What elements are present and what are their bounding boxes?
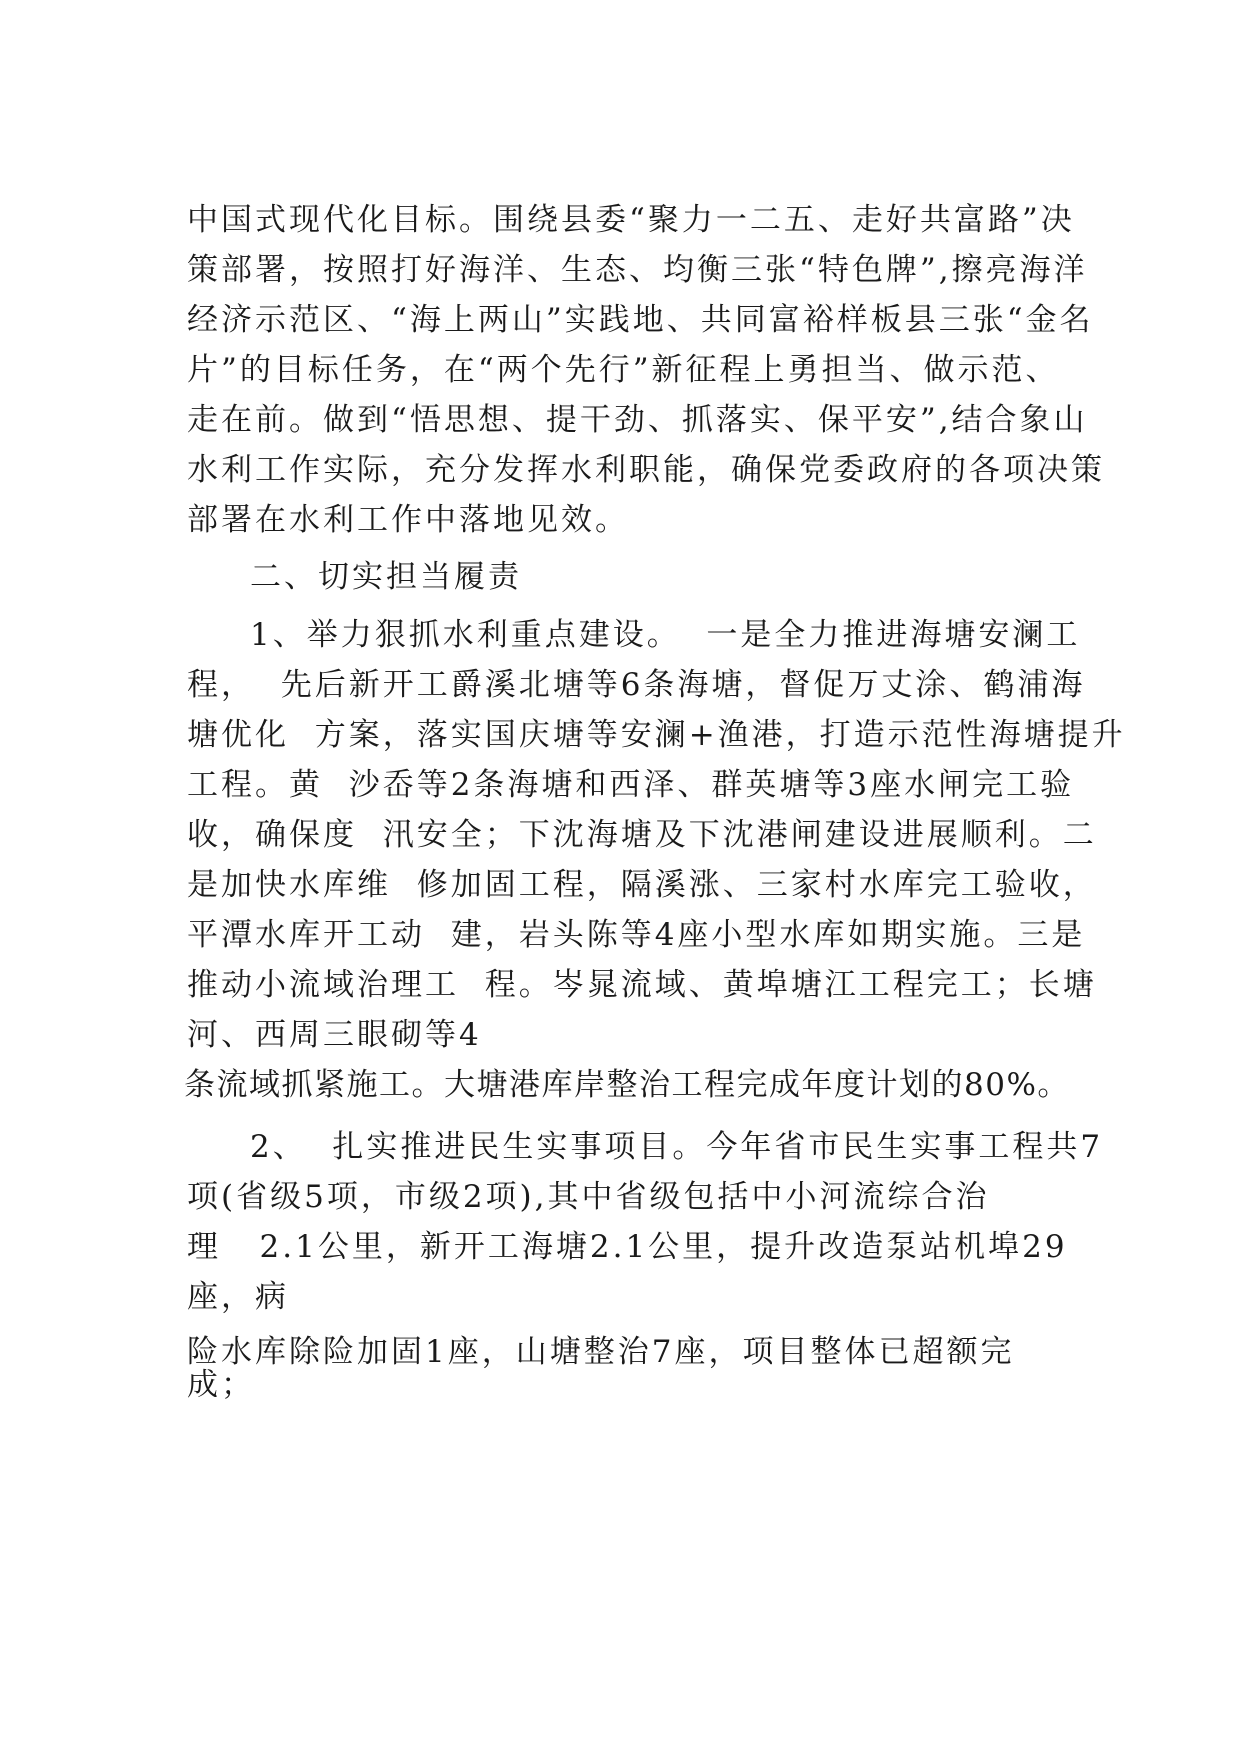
paragraph-line: 条流域抓紧施工。大塘港库岸整治工程完成年度计划的80%。 [184, 1067, 1070, 1103]
paragraph-line: 程， 先后新开工爵溪北塘等6条海塘，督促万丈涂、鹤浦海 [187, 667, 1086, 703]
paragraph-line: 水利工作实际，充分发挥水利职能，确保党委政府的各项决策 [187, 452, 1105, 488]
paragraph-line: 推动小流域治理工 程。岑晁流域、黄埠塘江工程完工；长塘 [187, 967, 1097, 1003]
paragraph-line: 成； [187, 1367, 255, 1403]
paragraph-line: 走在前。做到“悟思想、提干劲、抓落实、保平安”,结合象山 [187, 402, 1088, 438]
paragraph-line: 中国式现代化目标。围绕县委“聚力一二五、走好共富路”决 [187, 202, 1075, 238]
paragraph-line: 经济示范区、“海上两山”实践地、共同富裕样板县三张“金名 [187, 302, 1094, 338]
paragraph-line: 河、西周三眼砌等4 [187, 1017, 482, 1053]
paragraph-line: 险水库除险加固1座，山塘整治7座，项目整体已超额完 [187, 1334, 1015, 1370]
paragraph-line: 座，病 [187, 1279, 289, 1315]
section-heading: 二、切实担当履责 [250, 559, 522, 595]
paragraph-line: 策部署，按照打好海洋、生态、均衡三张“特色牌”,擦亮海洋 [187, 252, 1088, 288]
paragraph-line: 理 2.1公里，新开工海塘2.1公里，提升改造泵站机埠29 [187, 1229, 1068, 1265]
paragraph-line: 平潭水库开工动 建，岩头陈等4座小型水库如期实施。三是 [187, 917, 1086, 953]
paragraph-line: 片”的目标任务，在“两个先行”新征程上勇担当、做示范、 [187, 352, 1060, 388]
paragraph-line: 塘优化 方案，落实国庆塘等安澜+渔港，打造示范性海塘提升 [187, 717, 1126, 753]
paragraph-line: 部署在水利工作中落地见效。 [187, 502, 629, 538]
paragraph-line: 2、 扎实推进民生实事项目。今年省市民生实事工程共7 [250, 1129, 1104, 1165]
paragraph-line: 项(省级5项，市级2项),其中省级包括中小河流综合治 [187, 1179, 990, 1215]
paragraph-line: 1、举力狠抓水利重点建设。 一是全力推进海塘安澜工 [250, 617, 1081, 653]
paragraph-line: 工程。黄 沙岙等2条海塘和西泽、群英塘等3座水闸完工验 [187, 767, 1075, 803]
paragraph-line: 是加快水库维 修加固工程，隔溪涨、三家村水库完工验收， [187, 867, 1097, 903]
paragraph-line: 收，确保度 汛安全；下沈海塘及下沈港闸建设进展顺利。二 [187, 817, 1097, 853]
